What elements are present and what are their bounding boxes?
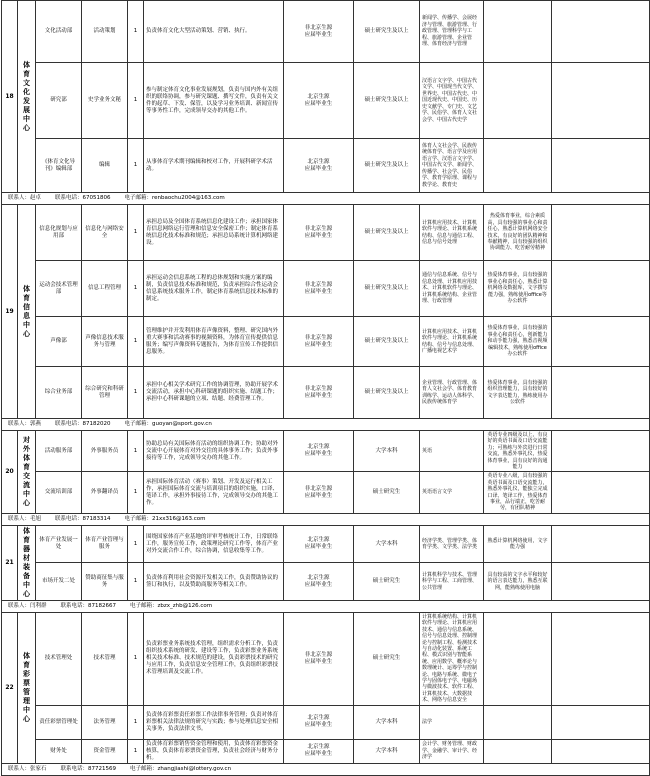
contact-person: 联系人：闫利群 xyxy=(8,602,47,609)
unit-name: 体育文化发展中心 xyxy=(18,1,36,193)
department-cell: 市场开发二处 xyxy=(36,563,82,601)
requirement-cell: 英语专业八级，具有较强的英语书面及口语交流能力，熟悉外事礼仪，能独立完成口译、笔译工作，热爱体育事业，品行端正，吃苦耐劳，有团队精神 xyxy=(484,472,552,513)
notes-cell xyxy=(552,139,650,193)
department-cell: 信息化规划与应用部 xyxy=(36,205,82,261)
education-cell: 硕士研究生 xyxy=(354,472,420,513)
unit-number: 18 xyxy=(2,1,18,193)
post-cell: 声像信息技术服务与管理 xyxy=(82,317,128,367)
department-cell: 体育产业发展一处 xyxy=(36,525,82,563)
duty-cell: 承担运动会信息系统工程的总体规划和实施方案的编制，负责信息技术标准和规范，负责承担综合性运动会信息系统技术服务工作，制定体育系统信息技术标准的制定。 xyxy=(144,261,284,317)
education-cell: 硕士研究生及以上 xyxy=(354,261,420,317)
education-cell: 硕士研究生及以上 xyxy=(354,139,420,193)
table-row xyxy=(2,317,650,367)
source-cell: 北京生源 应届毕业生 xyxy=(284,139,354,193)
source-cell: 非北京生源 应届毕业生 xyxy=(284,205,354,261)
notes-cell xyxy=(552,705,650,739)
count-cell: 1 xyxy=(128,317,144,367)
contact-email: 电子邮箱：21xx316@163.com xyxy=(124,515,206,522)
department-cell: 综合业务部 xyxy=(36,367,82,419)
post-cell: 技术管理 xyxy=(82,612,128,705)
department-cell: 运动会技术管理部 xyxy=(36,261,82,317)
department-cell: 活动服务部 xyxy=(36,431,82,472)
major-cell: 英语语言文学 xyxy=(420,472,484,513)
count-cell: 1 xyxy=(128,472,144,513)
department-cell: 文化活动部 xyxy=(36,1,82,63)
department-cell: 交流培训部 xyxy=(36,472,82,513)
education-cell: 硕士研究生 xyxy=(354,563,420,601)
unit-number: 20 xyxy=(2,431,18,514)
notes-cell xyxy=(552,63,650,139)
education-cell: 大学本科 xyxy=(354,705,420,739)
education-cell: 大学本科 xyxy=(354,431,420,472)
duty-cell: 管理维护并开发利用体育声像资料，整理、研究国内外重大赛事和活动赛事的视频资料，为体育宣传提供信息服务；编写声像资料专题报告，为体育宣传工作提供信息服务。 xyxy=(144,317,284,367)
post-cell: 外事翻译员 xyxy=(82,472,128,513)
table-row xyxy=(2,705,650,739)
unit-name: 体育信息中心 xyxy=(18,205,36,419)
requirement-cell xyxy=(484,612,552,705)
count-cell: 1 xyxy=(128,739,144,763)
recruitment-table xyxy=(1,0,650,776)
requirement-cell xyxy=(484,63,552,139)
unit-name: 对外体育交流中心 xyxy=(18,431,36,514)
contact-person: 联系人：张家石 xyxy=(8,765,47,772)
duty-cell: 负责体育利用社会资源开发相关工作，负责赞助协议的签订和执行，以及赞助商服务等相关工作。 xyxy=(144,563,284,601)
contact-phone: 联系电话：87182020 xyxy=(55,421,111,427)
department-cell: 声像部 xyxy=(36,317,82,367)
contact-phone: 联系电话：87721569 xyxy=(60,765,117,772)
contact-row xyxy=(2,419,650,431)
requirement-cell xyxy=(484,1,552,63)
post-cell: 信息化与网络安全 xyxy=(82,205,128,261)
count-cell: 1 xyxy=(128,563,144,601)
count-cell: 1 xyxy=(128,261,144,317)
requirement-cell: 熟悉计算机网络使用，文字能力强 xyxy=(484,525,552,563)
unit-name: 体育器材装备中心 xyxy=(18,525,36,600)
table-row xyxy=(2,739,650,763)
major-cell: 计算机系统结构、计算机软件与理论、计算机应用技术、通信与信息系统、信号与信息处理、控制理论与控制工程、检测技术与自动化装置、系统工程、模式识别与智能系统、应用数学、概率论与数理统计、运筹学与控制论、电路与系统、微电子学与固体电子学、电磁场与微波技术、软件工程、计算机技术、大数据技术、网络与信息安全 xyxy=(420,612,484,705)
contact-cell xyxy=(2,763,650,775)
notes-cell xyxy=(552,317,650,367)
unit-number: 22 xyxy=(2,612,18,763)
duty-cell: 承担国际体育活动（赛事）策划、开发及运行相关工作，承担国际体育交流与培训项目的组织实施，口译、笔译工作，承担外事接待工作，完成领导交办的其他工作。 xyxy=(144,472,284,513)
education-cell: 硕士研究生及以上 xyxy=(354,367,420,419)
requirement-cell: 热爱体育事业，具有较强的事业心和责任心，熟悉计算机网络及数据库，文字撰写能力强，熟练使用office等办公软件 xyxy=(484,261,552,317)
major-cell: 体育人文社会学、民族传统体育学、语言学及应用语言学、汉语言文字学、中国古代文学、新闻学、传播学、社会学、民俗学、教育学原理、课程与教学论、教育史 xyxy=(420,139,484,193)
notes-cell xyxy=(552,525,650,563)
requirement-cell: 具有较高的文字水平和较好的语言表达能力，熟悉互联网，能熟练使用电脑 xyxy=(484,563,552,601)
source-cell: 北京生源 应届毕业生 xyxy=(284,705,354,739)
unit-number: 21 xyxy=(2,525,18,600)
requirement-cell xyxy=(484,139,552,193)
contact-phone: 联系电话：67051806 xyxy=(55,195,111,201)
table-row xyxy=(2,63,650,139)
major-cell: 计算机应用技术、计算机软件与理论、计算机系统结构、信息与通信工程、信息与信号处理 xyxy=(420,205,484,261)
contact-row xyxy=(2,193,650,205)
duty-cell: 负责体育彩票销售资金管理和使用，负责体育彩票资金核算，负责体育彩票资金管理，负责社会经济与财务分析。 xyxy=(144,739,284,763)
major-cell: 汉语言文字学、中国古代文学、中国现当代文学、世界史、中国古代史、中国近现代史、中国史、历史文献学、专门史、文艺学、民俗学、体育人文社会学、中国古代史学 xyxy=(420,63,484,139)
source-cell: 非北京生源 应届毕业生 xyxy=(284,317,354,367)
department-cell: 财务处 xyxy=(36,739,82,763)
education-cell: 硕士研究生及以上 xyxy=(354,1,420,63)
duty-cell: 从事体育学术期刊编辑和校对工作，开展科研学术活动。 xyxy=(144,139,284,193)
contact-cell xyxy=(2,600,650,612)
notes-cell xyxy=(552,261,650,317)
duty-cell: 参与制定体育文化事业发展规划，负责与国内外有关组织的联络协调，参与研究课题、撰写文件，负责有关文件的起草、下发、保管，以及学习业务培训、新闻宣传等事务性工作，完成领导交办的其他工作。 xyxy=(144,63,284,139)
unit-number: 19 xyxy=(2,205,18,419)
post-cell: 体育产业管理与服务 xyxy=(82,525,128,563)
notes-cell xyxy=(552,431,650,472)
source-cell: 北京生源 应届毕业生 xyxy=(284,525,354,563)
count-cell: 1 xyxy=(128,367,144,419)
count-cell: 1 xyxy=(128,63,144,139)
source-cell: 北京生源 应届毕业生 xyxy=(284,563,354,601)
post-cell: 赞助商征集与服务 xyxy=(82,563,128,601)
contact-email: 电子邮箱：zbzx_zhb@126.com xyxy=(130,602,213,609)
major-cell: 法学 xyxy=(420,705,484,739)
education-cell: 硕士研究生 xyxy=(354,612,420,705)
major-cell: 计算机应用技术、计算机软件与理论、计算机系统结构、信号与信息处理、广播电视艺术学 xyxy=(420,317,484,367)
post-cell: 活动策划 xyxy=(82,1,128,63)
notes-cell xyxy=(552,367,650,419)
post-cell: 资金管理 xyxy=(82,739,128,763)
post-cell: 史学业务文秘 xyxy=(82,63,128,139)
duty-cell: 负责体育文化大型活动策划、营销、执行。 xyxy=(144,1,284,63)
table-row xyxy=(2,525,650,563)
source-cell: 非北京生源 应届毕业生 xyxy=(284,472,354,513)
duty-cell: 承担总局及全国体育系统信息化建设工作；承担国家体育信息网络运行管理和信息安全保密工作；制定体育系统信息化技术标准和规范；承担总局系统计算机网络建设。 xyxy=(144,205,284,261)
major-cell: 经济学类、管理学类、体育学类、文学类、法学类 xyxy=(420,525,484,563)
contact-person: 联系人：赵卓 xyxy=(8,195,42,201)
count-cell: 1 xyxy=(128,612,144,705)
department-cell: 技术管理处 xyxy=(36,612,82,705)
department-cell: 责任彩票管理处 xyxy=(36,705,82,739)
contact-row xyxy=(2,600,650,612)
notes-cell xyxy=(552,205,650,261)
table-row xyxy=(2,367,650,419)
requirement-cell xyxy=(484,705,552,739)
table-row xyxy=(2,205,650,261)
education-cell: 硕士研究生及以上 xyxy=(354,63,420,139)
contact-cell xyxy=(2,513,650,525)
count-cell: 1 xyxy=(128,1,144,63)
table-row xyxy=(2,431,650,472)
source-cell: 非北京生源 应届毕业生 xyxy=(284,261,354,317)
notes-cell xyxy=(552,739,650,763)
table-row xyxy=(2,472,650,513)
requirement-cell xyxy=(484,739,552,763)
table-row xyxy=(2,563,650,601)
post-cell: 信息工程管理 xyxy=(82,261,128,317)
duty-cell: 负责彩票业务系统技术管理，组织需求分析工作，负责组织技术系统的研发、建设等工作，负责彩票业务系统相关技术标准、技术规范的建设，负责彩票技术的研究与应用工作，负责信息安全管理工作，负责组织彩票技术管理培训及交流工作。 xyxy=(144,612,284,705)
contact-row xyxy=(2,513,650,525)
table-row xyxy=(2,1,650,63)
major-cell: 通信与信息系统、信号与信息处理、计算机应用技术、计算机软件与理论、计算机系统结构、企业管理、行政管理 xyxy=(420,261,484,317)
contact-email: 电子邮箱：zhangjiashi@lottery.gov.cn xyxy=(130,765,232,772)
contact-email: 电子邮箱：renbaochu2004@163.com xyxy=(124,195,225,201)
major-cell: 新闻学、传播学、会展经济与管理、旅游管理、行政管理、管理科学与工程、旅游管理、企业管理、体育经济与管理 xyxy=(420,1,484,63)
contact-email: 电子邮箱：guoyan@sport.gov.cn xyxy=(124,421,212,427)
contact-cell xyxy=(2,193,650,205)
notes-cell xyxy=(552,612,650,705)
source-cell: 非北京生源 应届毕业生 xyxy=(284,612,354,705)
duty-cell: 负责体育彩票责任彩票工作法律事务管理；负责对体育彩票相关法律法规的研究与实践；参与处理信息安全相关事务，负责法律文书。 xyxy=(144,705,284,739)
source-cell: 北京生源 应届毕业生 xyxy=(284,431,354,472)
post-cell: 外事服务员 xyxy=(82,431,128,472)
contact-person: 联系人：郭燕 xyxy=(8,421,42,427)
department-cell: 研究部 xyxy=(36,63,82,139)
major-cell: 英语 xyxy=(420,431,484,472)
contact-cell xyxy=(2,419,650,431)
requirement-cell: 热爱体育事业，具有较强的事业心和责任心，创新能力和动手能力强，熟悉音视频编辑技术，熟练使用office办公软件 xyxy=(484,317,552,367)
source-cell: 北京生源 应届毕业生 xyxy=(284,739,354,763)
contact-person: 联系人：毛旭 xyxy=(8,515,42,522)
source-cell: 北京生源 应届毕业生 xyxy=(284,63,354,139)
source-cell: 非北京生源 应届毕业生 xyxy=(284,1,354,63)
major-cell: 会计学、财务管理、财政学、金融学、审计学、经济学 xyxy=(420,739,484,763)
table-row xyxy=(2,261,650,317)
notes-cell xyxy=(552,472,650,513)
post-cell: 综合研究和科研管理 xyxy=(82,367,128,419)
notes-cell xyxy=(552,563,650,601)
duty-cell: 承担中心相关学术研究工作的协调管理，协助开展学术交流活动，承担中心科研课题的组织实施、结题工作；承担中心科研课题的立项、结题、经费管理工作。 xyxy=(144,367,284,419)
unit-name: 体育彩票管理中心 xyxy=(18,612,36,763)
requirement-cell: 热爱体育事业，综合素质高，具有较强的事业心和责任心，熟悉计算机网络安全技术，有良好的团队精神和奉献精神，具有较强的组织协调能力、吃苦耐劳精神 xyxy=(484,205,552,261)
duty-cell: 协助总局有关国际体育活动的组织协调工作；协助对外交流中心开展体育对外交往的具体事务工作；负责外事接待等工作，完成领导交办的其他工作。 xyxy=(144,431,284,472)
duty-cell: 围绕国家体育产业基地的评审考核统计工作，日常联络工作，服务宣传工作，政策理论研究工作等，体育产业对外交流合作工作，综合协调，信息收集等工作。 xyxy=(144,525,284,563)
source-cell: 非北京生源 应届毕业生 xyxy=(284,367,354,419)
count-cell: 1 xyxy=(128,705,144,739)
requirement-cell: 热爱体育事业，具有较强的组织管理能力，具有较好的文字表达能力，熟练使用办公软件 xyxy=(484,367,552,419)
contact-phone: 联系电话：87182667 xyxy=(60,602,117,609)
table-row xyxy=(2,612,650,705)
requirement-cell: 英语专业四级及以上，有良好的英语书面及口语交流能力；可熟练与外宾进行日常交流，熟悉外事礼仪，热爱体育事业，具有良好的沟通能力 xyxy=(484,431,552,472)
contact-phone: 联系电话：87183314 xyxy=(55,515,111,522)
count-cell: 1 xyxy=(128,205,144,261)
education-cell: 硕士研究生及以上 xyxy=(354,317,420,367)
major-cell: 计算机科学与技术、管理科学与工程、工商管理、公共管理 xyxy=(420,563,484,601)
education-cell: 硕士研究生及以上 xyxy=(354,205,420,261)
major-cell: 企业管理、行政管理、体育人文社会学、体育教育训练学、运动人体科学、民族传统体育学 xyxy=(420,367,484,419)
count-cell: 1 xyxy=(128,431,144,472)
department-cell: 《体育文化导刊》编辑部 xyxy=(36,139,82,193)
count-cell: 1 xyxy=(128,525,144,563)
notes-cell xyxy=(552,1,650,63)
table-row xyxy=(2,139,650,193)
education-cell: 大学本科 xyxy=(354,525,420,563)
education-cell: 大学本科 xyxy=(354,739,420,763)
post-cell: 编辑 xyxy=(82,139,128,193)
count-cell: 1 xyxy=(128,139,144,193)
post-cell: 法务管理 xyxy=(82,705,128,739)
contact-row xyxy=(2,763,650,775)
